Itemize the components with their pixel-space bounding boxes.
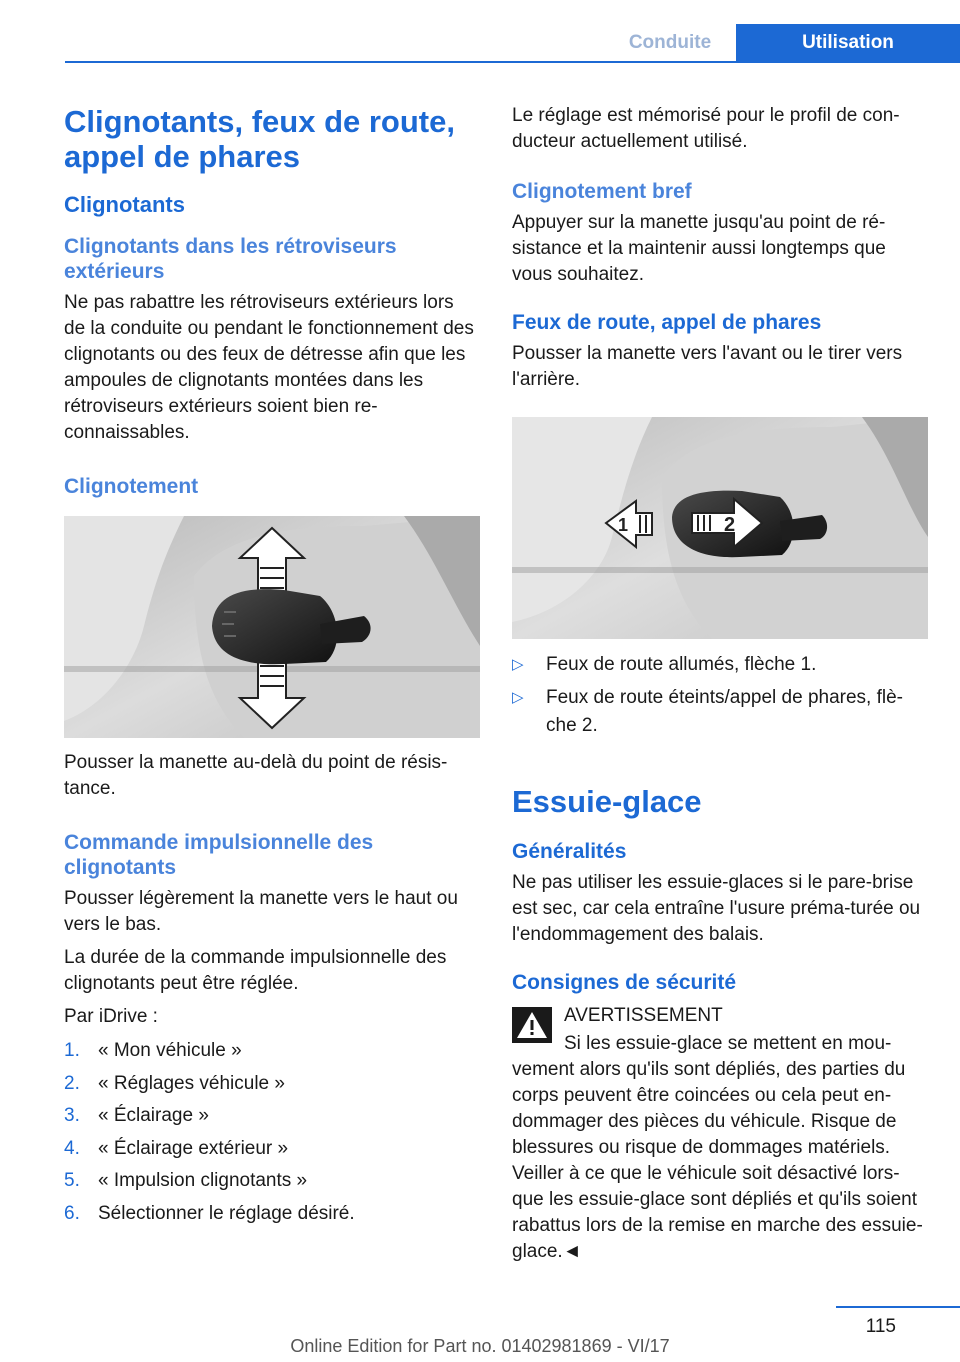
tab-conduite[interactable]: Conduite: [604, 24, 736, 61]
para-generalites: Ne pas utiliser les essuie-glaces si le pare-brise est sec, car cela entraîne l'usure préma‐turée ou l'endommagement des balais.: [512, 872, 921, 945]
warning-icon: [512, 1007, 552, 1043]
arrow-label-2: 2: [724, 514, 736, 536]
arrow-label-1: 1: [618, 515, 629, 535]
edition-footer: Online Edition for Part no. 01402981869 - VI/17: [290, 1336, 670, 1356]
triangle-bullet-icon: ▷: [512, 656, 524, 673]
list-item: [512, 651, 928, 679]
high-beam-bullets: [512, 651, 928, 740]
step-number: 2.: [64, 1072, 80, 1094]
para-impuls-2: La durée de la commande impulsionnelle des clignotants peut être réglée.: [64, 947, 447, 994]
para-par-idrive: Par iDrive :: [64, 1006, 158, 1027]
footer-rule: [836, 1306, 960, 1308]
section-title-essuie-glace: Essuie-glace: [512, 784, 702, 819]
figure-turn-signal-stalk: [64, 516, 480, 738]
step-text: Sélectionner le réglage désiré.: [98, 1202, 355, 1224]
idrive-steps-list: [64, 1038, 480, 1227]
heading-clignotants-retroviseurs: Clignotants dans les rétroviseurs extérieurs: [64, 235, 397, 283]
list-item: [512, 684, 928, 740]
warning-title: AVERTISSEMENT: [564, 1005, 723, 1026]
para-reglage-memorise: Le réglage est mémorisé pour le profil de con‐ducteur actuellement utilisé.: [512, 105, 900, 152]
step-number: 3.: [64, 1105, 80, 1127]
heading-generalites: Généralités: [512, 840, 627, 863]
step-number: 4.: [64, 1137, 80, 1159]
warning-block: [512, 1003, 928, 1265]
step-number: 6.: [64, 1202, 80, 1224]
page-number: 115: [865, 1316, 896, 1337]
para-impuls-1: Pousser légèrement la manette vers le haut ou vers le bas.: [64, 888, 458, 935]
heading-feux-de-route: Feux de route, appel de phares: [512, 311, 822, 334]
header-rule: [65, 61, 960, 63]
para-retroviseurs: Ne pas rabattre les rétroviseurs extérieurs lors de la conduite ou pendant le fonctionnement des clignotants ou des feux de détresse afin que les ampoules de clignotants montées dans les rétroviseurs extérieurs soient bien re‐connaissables.: [64, 292, 474, 443]
step-text: « Réglages véhicule »: [98, 1072, 285, 1094]
bullet-text: Feux de route allumés, flèche 1.: [546, 654, 817, 675]
heading-commande-impulsionnelle: Commande impulsionnelle des clignotants: [64, 831, 374, 879]
warning-text: vement alors qu'ils sont dépliés, des parties du corps peuvent être coincées ou cela peut en‐dommager des pièces du véhicule. Risque de blessures ou risque de dommages matériels. Veiller à ce que le véhicule soit désactivé lors‐que les essuie-glace sont dépliés et qu'ils soient rabattus lors de la remise en marche des essuie-glace.◄: [512, 1059, 923, 1262]
triangle-bullet-icon: ▷: [512, 689, 524, 706]
para-feux-de-route: Pousser la manette vers l'avant ou le tirer vers l'arrière.: [512, 343, 903, 390]
right-column: [512, 100, 928, 1265]
step-text: « Mon véhicule »: [98, 1040, 242, 1061]
heading-clignotement-bref: Clignotement bref: [512, 180, 692, 203]
list-item: [64, 1038, 480, 1064]
heading-clignotants: Clignotants: [64, 192, 185, 217]
list-item: [64, 1201, 480, 1227]
step-number: 5.: [64, 1170, 80, 1192]
tab-utilisation[interactable]: Utilisation: [736, 24, 960, 61]
figure-high-beam-stalk: [512, 417, 928, 639]
list-item: [64, 1103, 480, 1129]
para-clignotement-bref: Appuyer sur la manette jusqu'au point de ré‐sistance et la maintenir aussi longtemps que vous souhaitez.: [512, 212, 886, 285]
list-item: [64, 1136, 480, 1162]
list-item: [64, 1071, 480, 1097]
step-number: 1.: [64, 1040, 80, 1061]
step-text: « Impulsion clignotants »: [98, 1170, 308, 1192]
turn-signal-stalk-illustration: [64, 516, 480, 738]
high-beam-stalk-illustration: [512, 417, 928, 639]
bullet-text: Feux de route éteints/appel de phares, flè‐che 2.: [546, 687, 904, 736]
step-text: « Éclairage extérieur »: [98, 1137, 289, 1159]
heading-clignotement: Clignotement: [64, 475, 199, 498]
heading-consignes-securite: Consignes de sécurité: [512, 971, 737, 994]
warning-first-line: Si les essuie-glace se mettent en mou‐: [564, 1033, 892, 1054]
section-title-clignotants-feux: Clignotants, feux de route, appel de phares: [64, 104, 455, 174]
list-item: [64, 1168, 480, 1194]
left-column: [64, 100, 480, 1234]
para-pousser-manette: Pousser la manette au-delà du point de résis‐tance.: [64, 752, 448, 799]
step-text: « Éclairage »: [98, 1105, 209, 1127]
